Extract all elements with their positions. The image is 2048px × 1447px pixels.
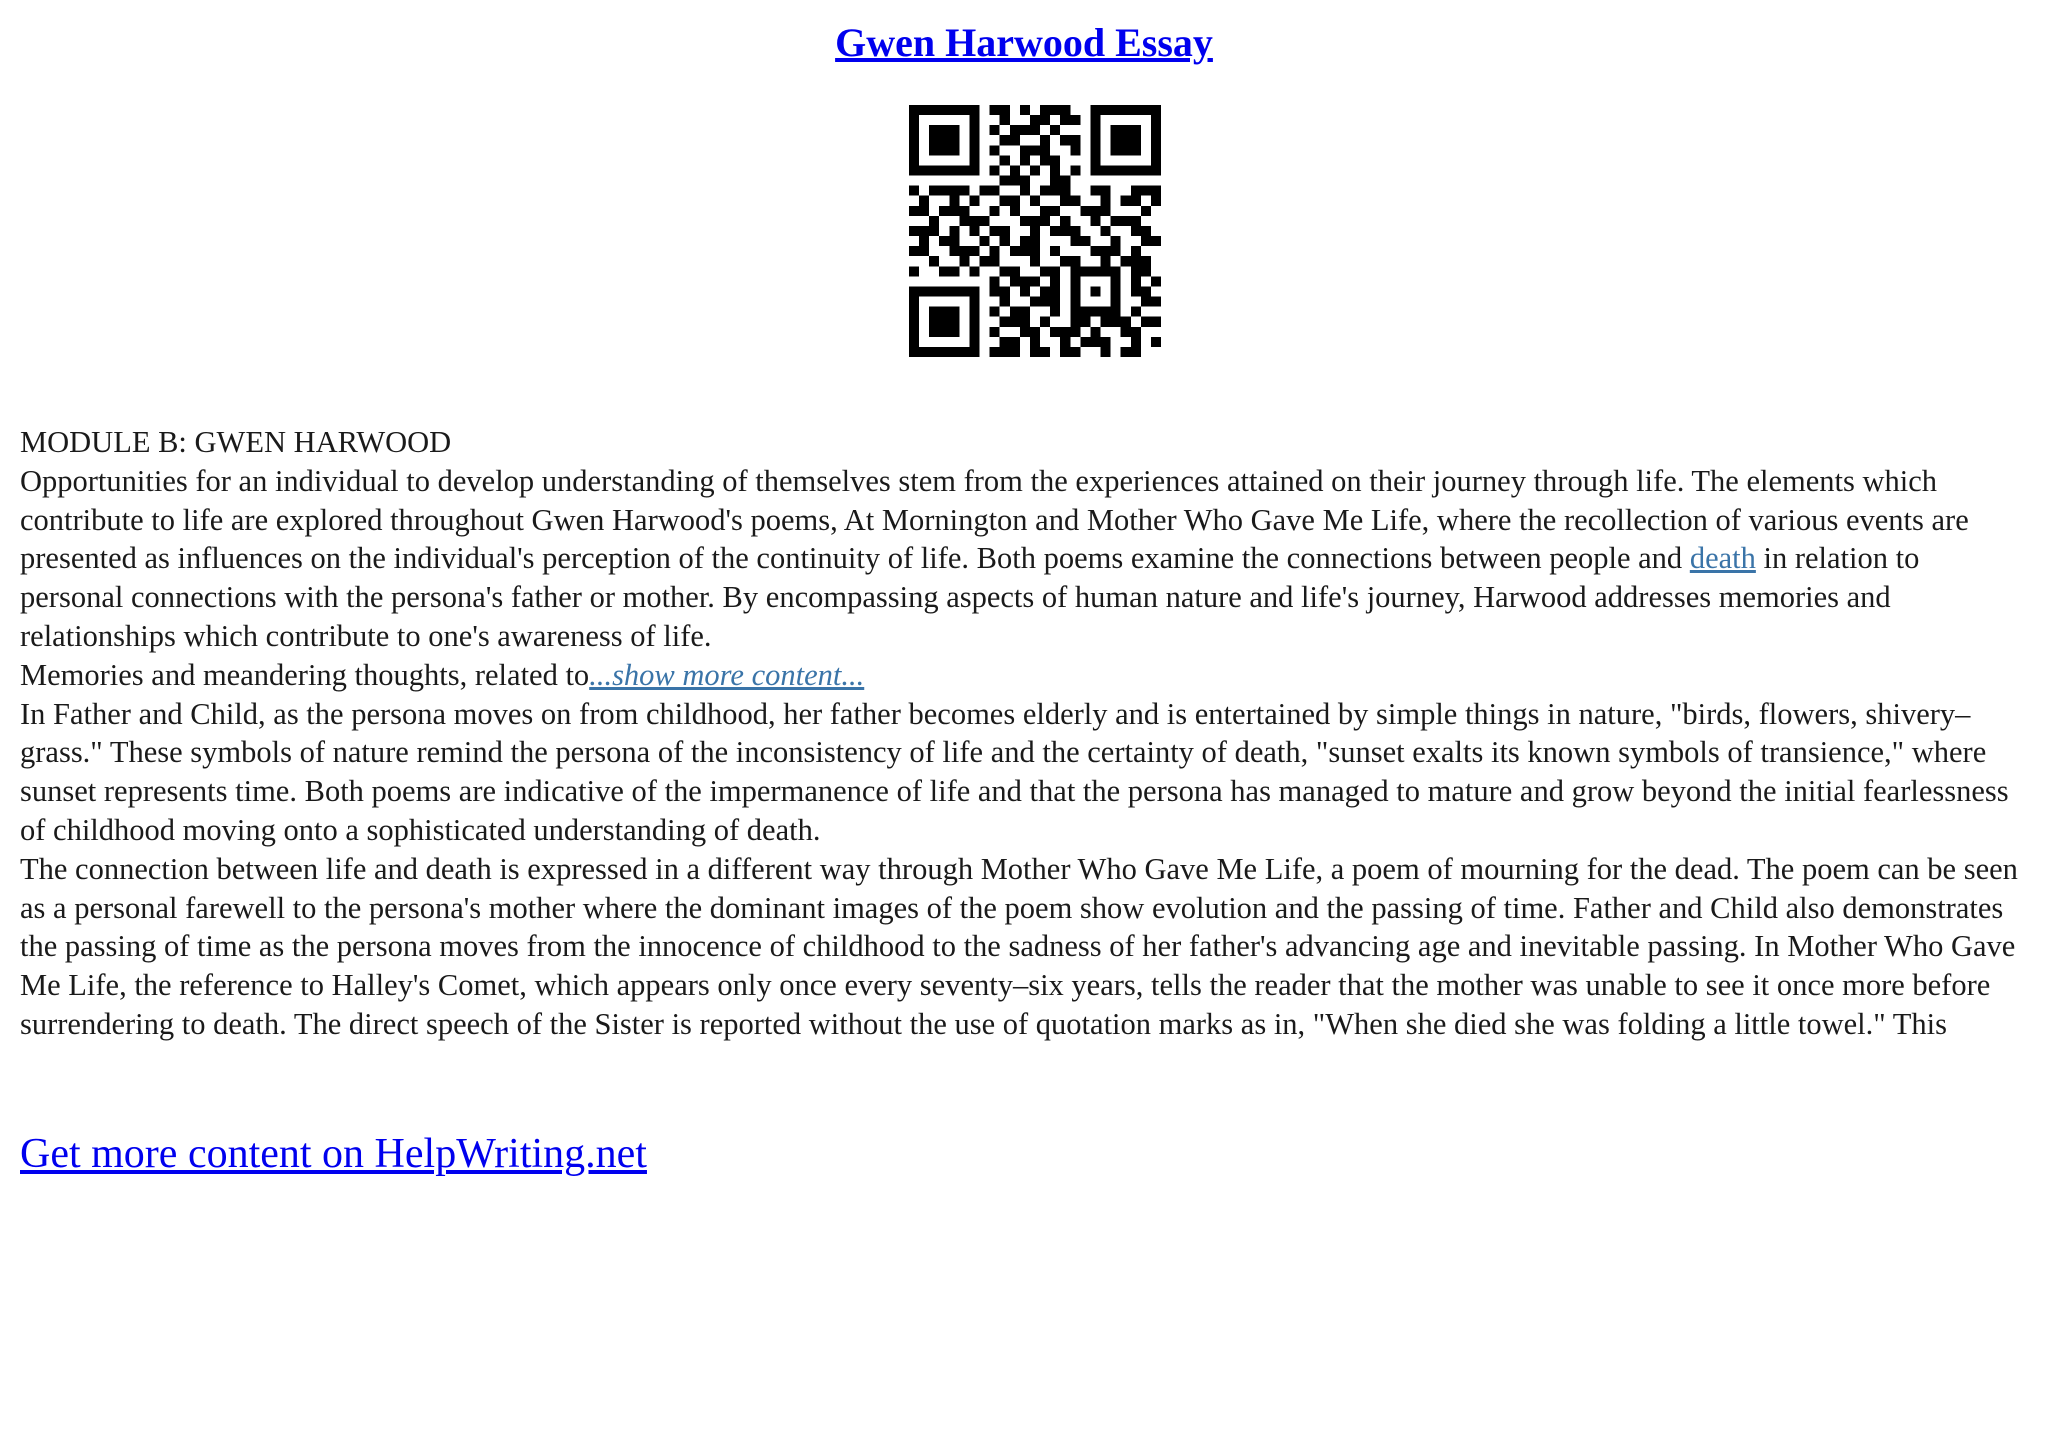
paragraph-text: Opportunities for an individual to develop understanding of themselves stem from the experiences attained on their journey through life. The elements which contribute to life are explored throughout Gwen Harwood's poems, At Mornington and Mother Who Gave Me Life, where the recollection of various events are presented as influences on the individual's perception of the continuity of life. Both poems examine the connections between people and: [20, 463, 1969, 576]
essay-paragraph-3: In Father and Child, as the persona moves on from childhood, her father becomes elderly and is entertained by simple things in nature, "birds, flowers, shivery–grass." These symbols of nature remind the persona of the inconsistency of life and the certainty of death, "sunset exalts its known symbols of transience," where sunset represents time. Both poems are indicative of the impermanence of life and that the persona has managed to mature and grow beyond the initial fearlessness of childhood moving onto a sophisticated understanding of death.: [20, 696, 2009, 847]
essay-body: [20, 423, 2030, 1044]
get-more-content-link[interactable]: Get more content on HelpWriting.net: [20, 1131, 647, 1177]
essay-paragraph-2: [20, 656, 2030, 695]
essay-paragraph-1: [20, 462, 2030, 656]
death-link[interactable]: death: [1689, 541, 1756, 576]
paragraph-text: in relation to personal connections with the persona's father or mother. By encompassing aspects of human nature and life's journey, Harwood addresses memories and relationships which contribute to one's awareness of life.: [20, 541, 1920, 653]
qr-code-icon: [909, 105, 1161, 357]
essay-paragraph-4: The connection between life and death is expressed in a different way through Mother Who Gave Me Life, a poem of mourning for the dead. The poem can be seen as a personal farewell to the persona's mother where the dominant images of the poem show evolution and the passing of time. Father and Child also demonstrates the passing of time as the persona moves from the innocence of childhood to the sadness of her father's advancing age and inevitable passing. In Mother Who Gave Me Life, the reference to Halley's Comet, which appears only once every seventy–six years, tells the reader that the mother was unable to see it once more before surrendering to death. The direct speech of the Sister is reported without the use of quotation marks as in, "When she died she was folding a little towel." This: [20, 851, 2018, 1041]
paragraph-text: Memories and meandering thoughts, related to: [20, 657, 590, 692]
show-more-link[interactable]: ...show more content...: [589, 657, 865, 692]
title-link[interactable]: Gwen Harwood Essay: [835, 20, 1213, 65]
module-heading: MODULE B: GWEN HARWOOD: [20, 425, 452, 459]
page-title: [0, 16, 2048, 70]
